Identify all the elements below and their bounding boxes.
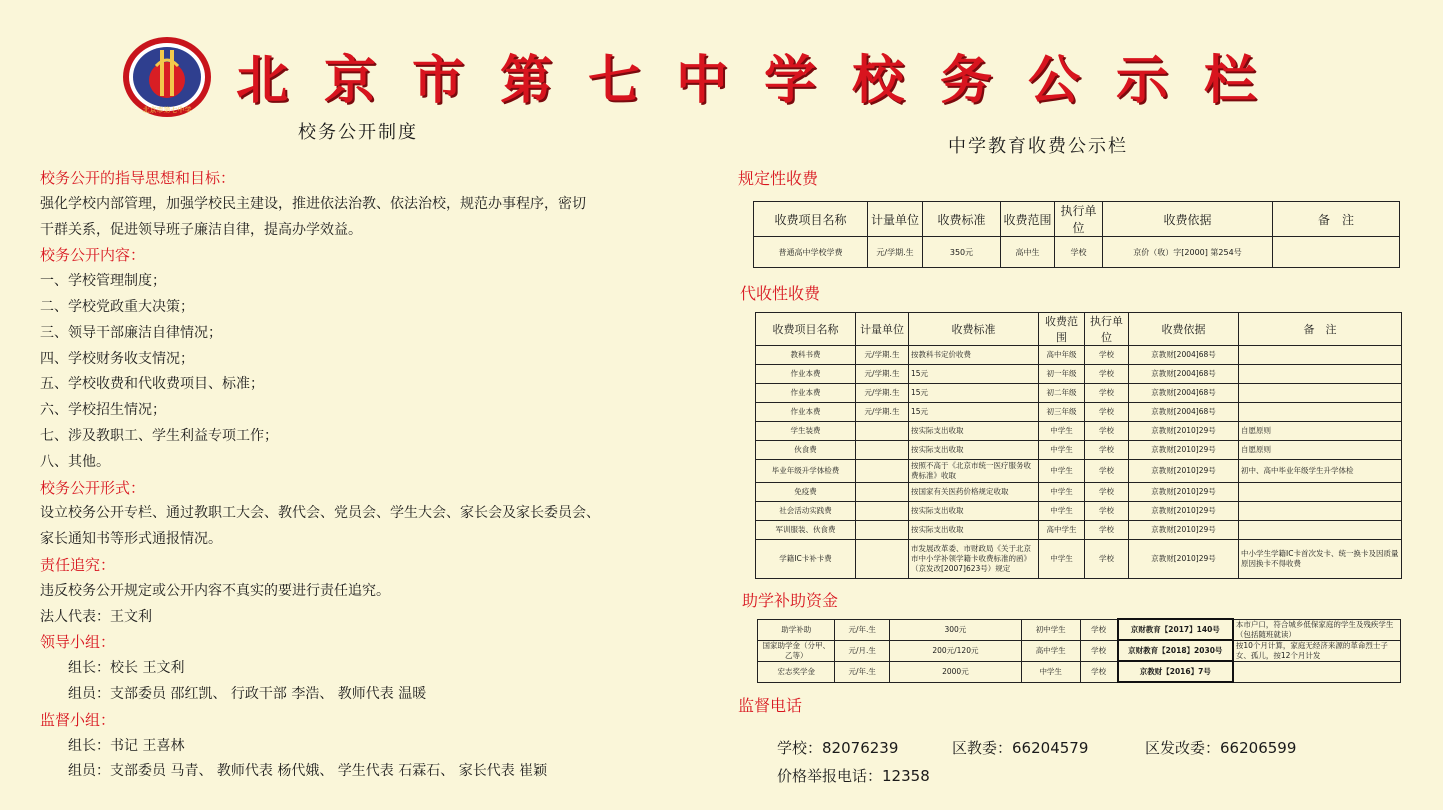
table-cell: 学校	[1085, 460, 1129, 483]
table-cell: 元/年.生	[835, 661, 889, 682]
table-cell: 按实际支出收取	[909, 502, 1039, 521]
mandatory-fees-heading: 规定性收费	[738, 169, 819, 188]
table-cell: 国家助学金（分甲、乙等）	[758, 640, 835, 661]
table-header-row	[754, 202, 1400, 237]
text-line: 三、领导干部廉洁自律情况；	[40, 324, 222, 341]
table-cell	[1239, 521, 1402, 540]
table-cell: 元/学期.生	[868, 237, 923, 268]
left-subtitle: 校务公开制度	[298, 122, 418, 143]
table-cell: 社会活动实践费	[756, 502, 856, 521]
page-title: 北京市第七中学校务公示栏	[236, 51, 1293, 111]
table-cell: 京教财[2010]29号	[1129, 521, 1239, 540]
table-cell	[1273, 237, 1400, 268]
table-cell: 300元	[889, 619, 1021, 640]
table-cell: 高中学生	[1021, 640, 1080, 661]
school-phone-label: 学校：	[777, 739, 823, 757]
table-cell: 京教财[2004]68号	[1129, 346, 1239, 365]
table-cell: 元/学期.生	[856, 403, 909, 422]
table-cell: 元/学期.生	[856, 365, 909, 384]
table-cell: 学校	[1080, 640, 1118, 661]
table-row	[756, 346, 1402, 365]
text-line: 六、学校招生情况；	[40, 402, 166, 419]
section-heading: 校务公开形式：	[40, 478, 146, 497]
table-cell: 按10个月计算，家庭无经济来源的革命烈士子女、孤儿，按12个月计发	[1233, 640, 1401, 661]
table-row	[756, 540, 1402, 579]
table-row	[758, 640, 1401, 661]
table-cell: 15元	[909, 365, 1039, 384]
text-line: 七、涉及教职工、学生利益专项工作；	[40, 427, 278, 444]
table-cell: 元/年.生	[835, 619, 889, 640]
table-row	[754, 237, 1400, 268]
table-cell: 元/月.生	[835, 640, 889, 661]
table-cell: 学校	[1080, 619, 1118, 640]
table-cell: 初中学生	[1021, 619, 1080, 640]
table-cell	[856, 460, 909, 483]
text-line: 五、学校收费和代收费项目、标准；	[40, 376, 264, 393]
school-logo	[122, 36, 212, 118]
table-cell: 京教财[2004]68号	[1129, 365, 1239, 384]
table-row	[756, 460, 1402, 483]
reform-phone-label: 区发改委：	[1145, 739, 1221, 757]
table-cell: 高中学生	[1039, 521, 1085, 540]
edu-phone-label: 区教委：	[952, 739, 1013, 757]
table-cell: 中学生	[1039, 483, 1085, 502]
section-heading: 校务公开的指导思想和目标：	[40, 169, 236, 187]
table-cell: 高中生	[1001, 237, 1055, 268]
table-cell: 学生装费	[756, 422, 856, 441]
table-cell: 中学生	[1039, 502, 1085, 521]
text-line: 强化学校内部管理，加强学校民主建设，推进依法治教、依法治校，规范办事程序，密切	[40, 195, 586, 212]
table-cell	[1239, 384, 1402, 403]
table-cell: 学校	[1085, 540, 1129, 579]
column-header: 收费范围	[1001, 202, 1055, 237]
table-row	[756, 365, 1402, 384]
table-cell: 学校	[1085, 502, 1129, 521]
table-row	[756, 502, 1402, 521]
table-cell: 学校	[1085, 441, 1129, 460]
table-cell	[856, 422, 909, 441]
column-header: 计量单位	[868, 202, 923, 237]
table-cell: 京教财[2010]29号	[1129, 460, 1239, 483]
section-heading: 校务公开内容：	[40, 246, 146, 265]
text-line: 设立校务公开专栏、通过教职工大会、教代会、党员会、学生大会、家长会及家长委员会、	[40, 505, 600, 522]
table-cell	[1239, 502, 1402, 521]
table-cell: 自愿原则	[1239, 422, 1402, 441]
column-header: 执行单位	[1085, 313, 1129, 346]
table-cell: 学校	[1085, 521, 1129, 540]
table-cell: 按实际支出收取	[909, 441, 1039, 460]
table-cell: 学校	[1085, 403, 1129, 422]
table-cell: 京教财[2004]68号	[1129, 403, 1239, 422]
table-cell: 200元/120元	[889, 640, 1021, 661]
column-header: 收费项目名称	[756, 313, 856, 346]
table-cell: 助学补助	[758, 619, 835, 640]
table-row	[756, 441, 1402, 460]
hotline-numbers	[777, 734, 1296, 790]
table-cell: 京教财[2010]29号	[1129, 441, 1239, 460]
text-line: 一、学校管理制度；	[40, 273, 166, 290]
table-cell: 中学生	[1039, 422, 1085, 441]
table-cell: 京教财[2010]29号	[1129, 422, 1239, 441]
table-cell: 15元	[909, 403, 1039, 422]
disclosure-policy	[40, 166, 700, 785]
table-cell: 京教财[2010]29号	[1129, 540, 1239, 579]
table-cell: 学校	[1085, 422, 1129, 441]
table-cell: 2000元	[889, 661, 1021, 682]
table-cell: 京教财[2010]29号	[1129, 502, 1239, 521]
table-cell: 中学生	[1039, 441, 1085, 460]
table-cell	[1239, 403, 1402, 422]
table-cell: 学校	[1055, 237, 1103, 268]
table-cell: 普通高中学校学费	[754, 237, 868, 268]
column-header: 收费依据	[1129, 313, 1239, 346]
table-cell: 京价（收）字[2000] 第254号	[1103, 237, 1273, 268]
table-cell: 京教财[2004]68号	[1129, 384, 1239, 403]
price-phone-label: 价格举报电话：	[777, 767, 883, 785]
table-row	[756, 521, 1402, 540]
right-subtitle: 中学教育收费公示栏	[948, 136, 1128, 157]
table-cell: 初一年级	[1039, 365, 1085, 384]
table-cell: 初中、高中毕业年级学生升学体检	[1239, 460, 1402, 483]
table-cell: 市发展改革委、市财政局《关于北京市中小学补领学籍卡收费标准的函》（京发改[2007]623号）规定	[909, 540, 1039, 579]
text-line: 组员：支部委员 邵红凯、 行政干部 李浩、 教师代表 温暖	[68, 685, 427, 702]
table-cell: 高中年级	[1039, 346, 1085, 365]
table-cell: 初三年级	[1039, 403, 1085, 422]
text-line: 八、其他。	[40, 453, 110, 470]
table-cell: 按国家有关医药价格规定收取	[909, 483, 1039, 502]
column-header: 收费范围	[1039, 313, 1085, 346]
table-cell: 学校	[1085, 365, 1129, 384]
text-line: 组长：校长 王文利	[68, 660, 185, 677]
column-header: 收费项目名称	[754, 202, 868, 237]
table-cell	[856, 521, 909, 540]
table-row	[758, 661, 1401, 682]
logo-text: 北京市第七中学	[142, 106, 192, 114]
column-header: 收费标准	[923, 202, 1001, 237]
table-cell: 自愿原则	[1239, 441, 1402, 460]
section-heading: 责任追究：	[40, 555, 116, 574]
table-cell	[1233, 661, 1401, 682]
column-header: 计量单位	[856, 313, 909, 346]
section-heading: 领导小组：	[40, 633, 116, 652]
table-cell: 学校	[1080, 661, 1118, 682]
column-header: 收费依据	[1103, 202, 1273, 237]
column-header: 执行单位	[1055, 202, 1103, 237]
table-cell: 作业本费	[756, 365, 856, 384]
table-cell: 作业本费	[756, 403, 856, 422]
aid-funds-table	[757, 618, 1401, 683]
table-cell: 作业本费	[756, 384, 856, 403]
edu-phone: 66204579	[1012, 739, 1089, 757]
table-cell: 京教财[2010]29号	[1129, 483, 1239, 502]
table-cell	[856, 540, 909, 579]
table-cell: 本市户口，符合城乡低保家庭的学生及残疾学生（包括随班就读）	[1233, 619, 1401, 640]
column-header: 备 注	[1273, 202, 1400, 237]
table-cell: 教科书费	[756, 346, 856, 365]
table-cell: 学校	[1085, 483, 1129, 502]
text-line: 组长：书记 王喜林	[68, 737, 185, 754]
text-line: 违反校务公开规定或公开内容不真实的要进行责任追究。	[40, 582, 390, 599]
school-phone: 82076239	[822, 739, 899, 757]
table-cell: 京财教育【2017】140号	[1118, 619, 1233, 640]
agency-fees-heading: 代收性收费	[740, 284, 821, 303]
table-row	[756, 483, 1402, 502]
table-cell: 军训服装、伙食费	[756, 521, 856, 540]
table-cell	[856, 441, 909, 460]
table-cell: 学籍IC卡补卡费	[756, 540, 856, 579]
aid-funds-heading: 助学补助资金	[742, 591, 839, 610]
table-cell: 学校	[1085, 384, 1129, 403]
table-cell: 中小学生学籍IC卡首次发卡、统一换卡及因质量原因换卡不得收费	[1239, 540, 1402, 579]
table-cell: 按照不高于《北京市统一医疗服务收费标准》收取	[909, 460, 1039, 483]
table-cell: 按实际支出收取	[909, 521, 1039, 540]
reform-phone: 66206599	[1220, 739, 1297, 757]
text-line: 干群关系，促进领导班子廉洁自律，提高办学效益。	[40, 221, 362, 238]
table-cell	[1239, 346, 1402, 365]
text-line: 二、学校党政重大决策；	[40, 298, 194, 315]
hotline-heading: 监督电话	[738, 696, 803, 715]
table-cell: 350元	[923, 237, 1001, 268]
table-cell	[856, 483, 909, 502]
table-cell: 免疫费	[756, 483, 856, 502]
table-cell: 宏志奖学金	[758, 661, 835, 682]
table-row	[756, 384, 1402, 403]
table-cell: 京财教育【2018】2030号	[1118, 640, 1233, 661]
table-cell: 学校	[1085, 346, 1129, 365]
table-cell: 毕业年级升学体检费	[756, 460, 856, 483]
column-header: 备 注	[1239, 313, 1402, 346]
table-row	[756, 422, 1402, 441]
table-header-row	[756, 313, 1402, 346]
table-cell: 伙食费	[756, 441, 856, 460]
text-line: 四、学校财务收支情况；	[40, 350, 194, 367]
table-cell: 中学生	[1039, 460, 1085, 483]
table-row	[756, 403, 1402, 422]
table-cell: 15元	[909, 384, 1039, 403]
agency-fees-table	[755, 312, 1402, 579]
text-line: 组员：支部委员 马青、 教师代表 杨代娥、 学生代表 石霖石、 家长代表 崔颖	[68, 763, 548, 780]
table-cell	[1239, 483, 1402, 502]
table-cell: 元/学期.生	[856, 346, 909, 365]
table-cell: 按实际支出收取	[909, 422, 1039, 441]
section-heading: 监督小组：	[40, 710, 116, 729]
mandatory-fees-table	[753, 201, 1400, 268]
table-cell: 元/学期.生	[856, 384, 909, 403]
table-cell	[856, 502, 909, 521]
price-phone: 12358	[882, 767, 930, 785]
table-cell: 按教科书定价收费	[909, 346, 1039, 365]
table-cell: 中学生	[1021, 661, 1080, 682]
table-cell	[1239, 365, 1402, 384]
text-line: 法人代表：王文利	[40, 608, 152, 625]
table-cell: 初二年级	[1039, 384, 1085, 403]
table-cell: 中学生	[1039, 540, 1085, 579]
text-line: 家长通知书等形式通报情况。	[40, 531, 222, 548]
table-cell: 京教财【2016】7号	[1118, 661, 1233, 682]
table-row	[758, 619, 1401, 640]
column-header: 收费标准	[909, 313, 1039, 346]
